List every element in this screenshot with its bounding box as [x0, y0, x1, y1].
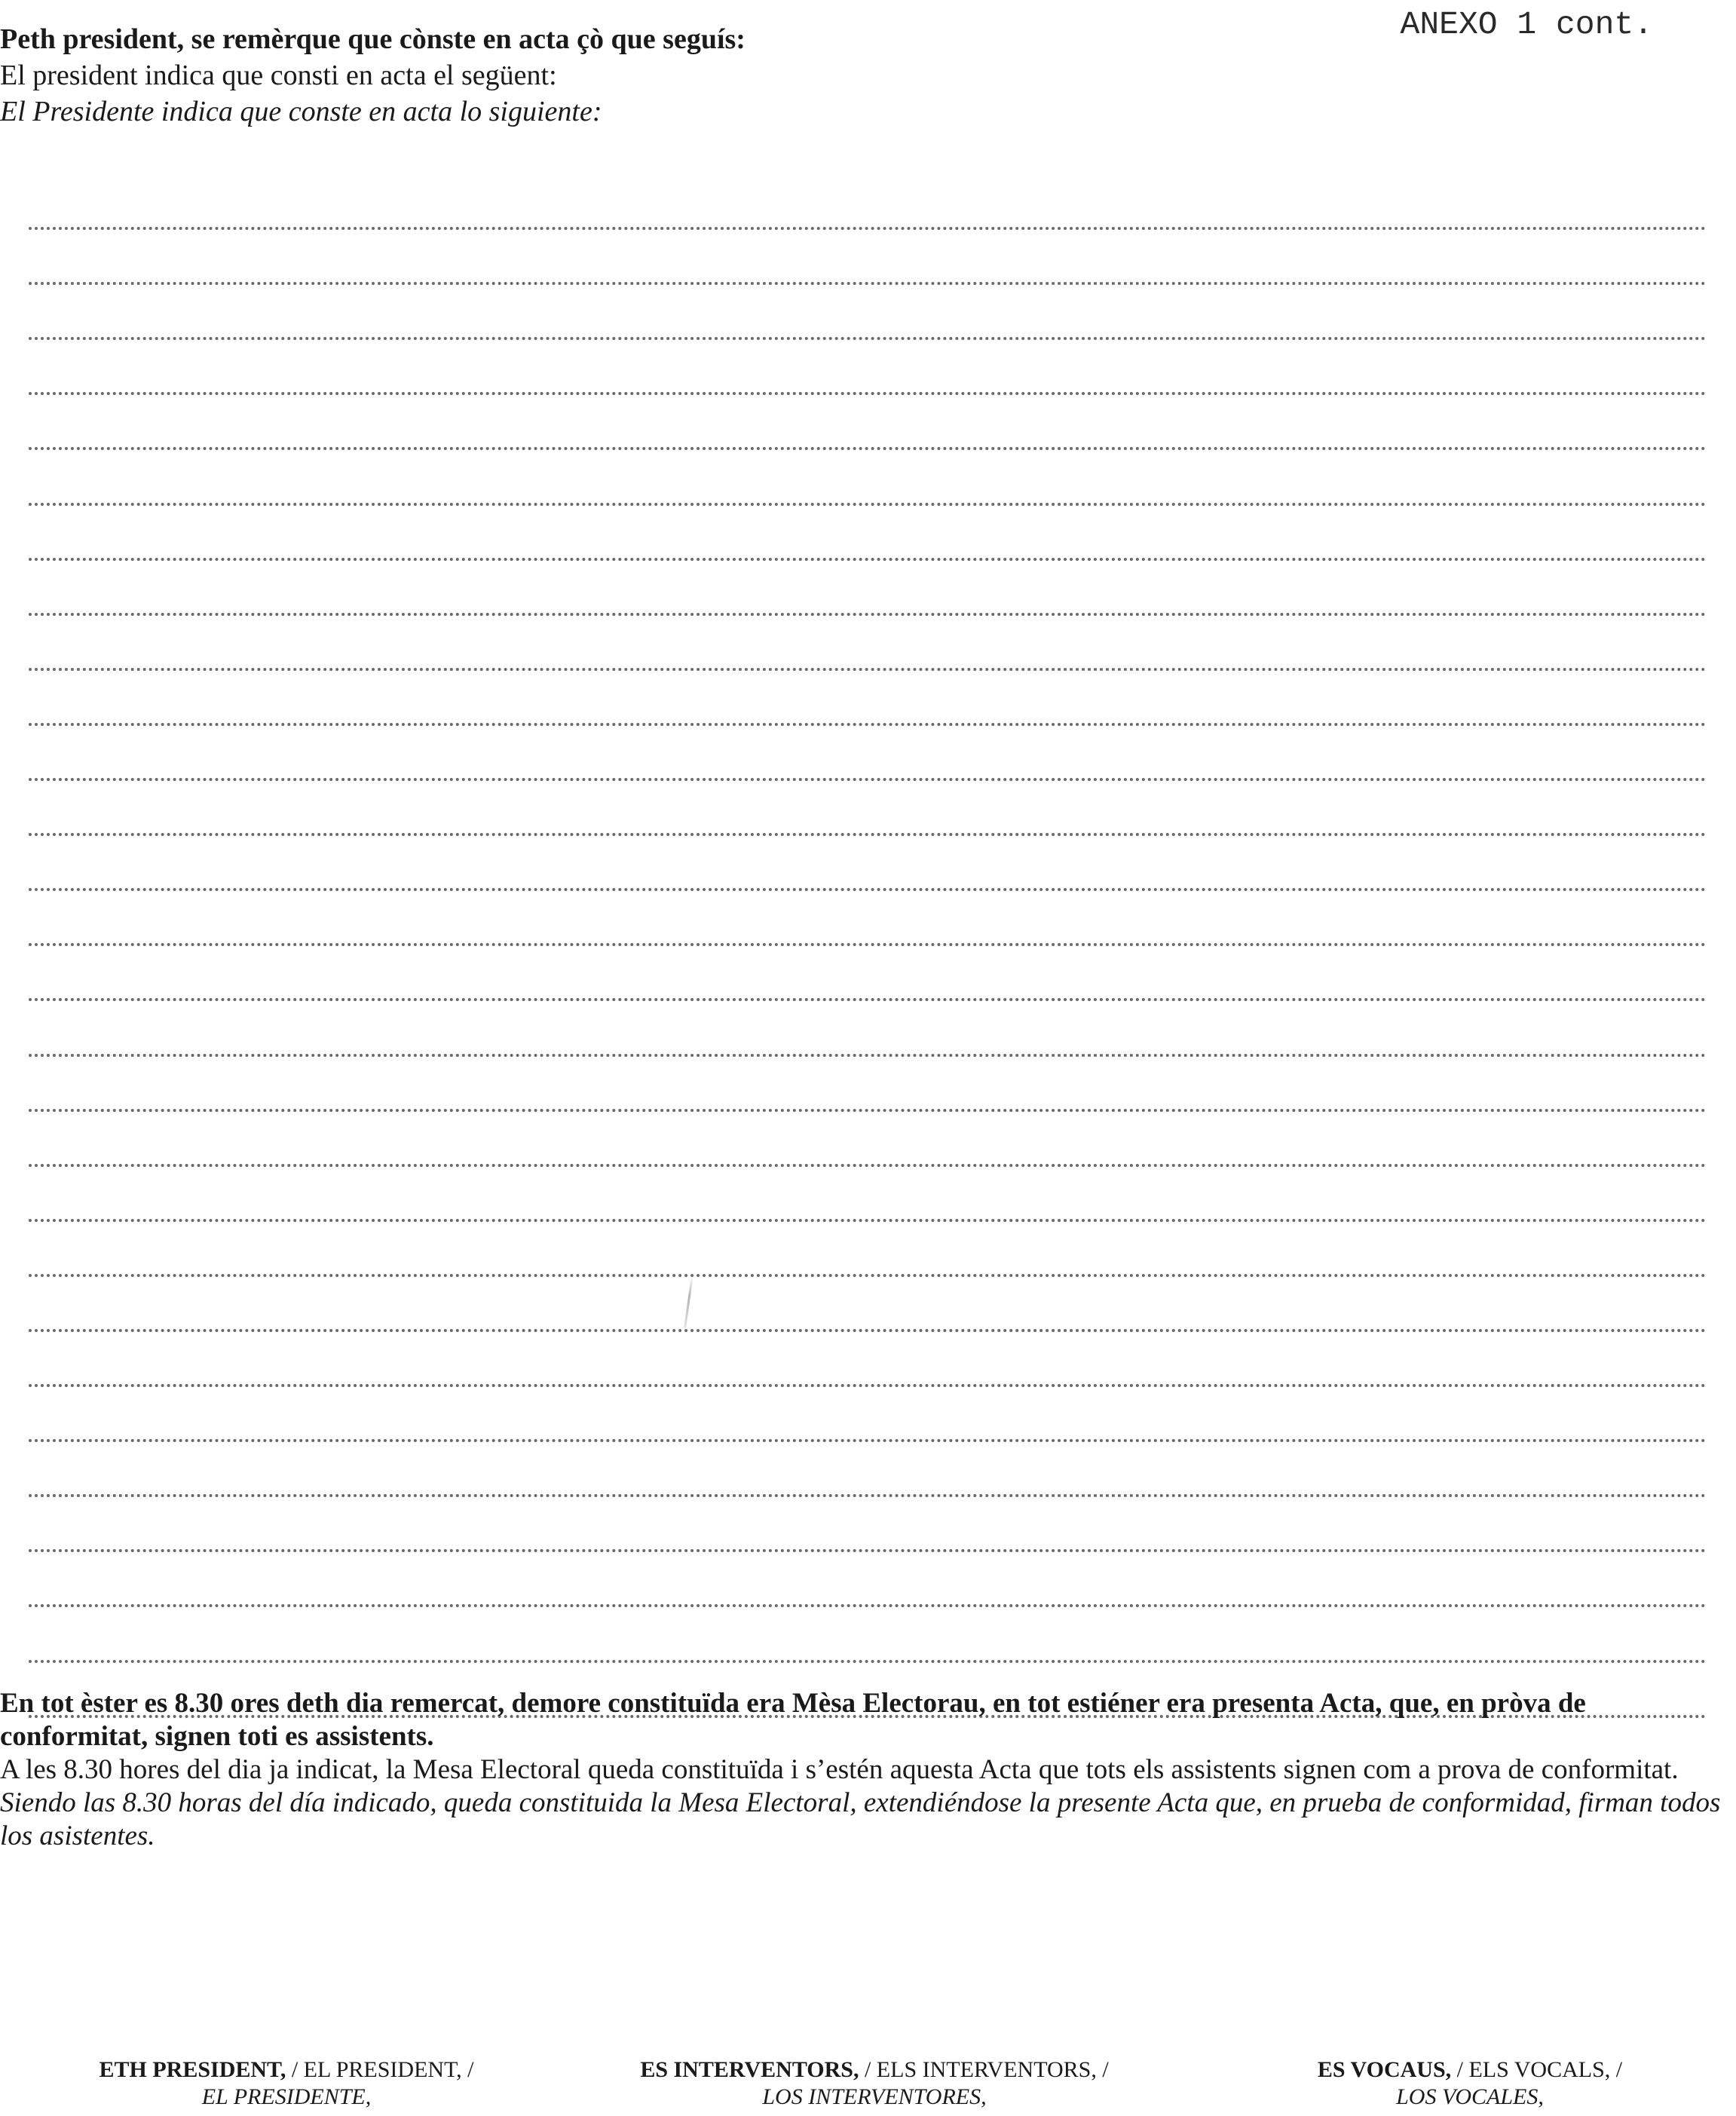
dotted-line	[29, 1001, 1707, 1056]
closing-aranese: En tot èster es 8.30 ores deth dia remercat, demore constituïda era Mèsa Electorau, en tot estiéner era presenta Acta, que, en pròva de conformitat, signen toti es assistents.	[0, 1688, 1586, 1752]
dotted-line	[29, 506, 1707, 561]
dotted-line	[29, 1332, 1707, 1387]
intro-line-spanish: El Presidente indica que conste en acta lo siguiente:	[0, 96, 602, 127]
signature-president-catalan: / EL PRESIDENT, /	[286, 2057, 474, 2082]
closing-catalan: A les 8.30 hores del dia ja indicat, la Mesa Electoral queda constituïda i s’estén aquesta Acta que tots els assistents signen com a prova de conformitat.	[0, 1754, 1679, 1785]
dotted-line	[29, 1387, 1707, 1442]
dotted-line	[29, 1057, 1707, 1112]
dotted-line	[29, 1552, 1707, 1607]
signature-president-aranese: ETH PRESIDENT,	[99, 2057, 286, 2082]
dotted-line	[29, 285, 1707, 340]
dotted-line	[29, 175, 1707, 230]
intro-block	[0, 21, 1432, 130]
dotted-line	[29, 1497, 1707, 1552]
signature-vocals	[1236, 2056, 1704, 2111]
dotted-line	[29, 1112, 1707, 1167]
signature-interventors-catalan: / ELS INTERVENTORS, /	[859, 2057, 1109, 2082]
dotted-line	[29, 1607, 1707, 1662]
closing-block	[0, 1687, 1736, 1853]
dotted-line	[29, 836, 1707, 891]
signature-interventors	[573, 2056, 1176, 2111]
closing-spanish: Siendo las 8.30 horas del día indicado, queda constituida la Mesa Electoral, extendiéndose la presente Acta que, en prueba de conformidad, firman todos los asistentes.	[0, 1787, 1721, 1851]
signature-row	[0, 2056, 1736, 2116]
signature-vocals-aranese: ES VOCAUS,	[1317, 2057, 1452, 2082]
dotted-line	[29, 340, 1707, 395]
signature-vocals-catalan: / ELS VOCALS, /	[1451, 2057, 1623, 2082]
annex-label: ANEXO 1 cont.	[1400, 6, 1653, 43]
notes-dotted-lines	[29, 175, 1707, 1718]
dotted-line	[29, 946, 1707, 1001]
dotted-line	[29, 891, 1707, 946]
signature-vocals-spanish: LOS VOCALES,	[1396, 2084, 1544, 2109]
dotted-line	[29, 671, 1707, 726]
signature-interventors-spanish: LOS INTERVENTORES,	[762, 2084, 987, 2109]
dotted-line	[29, 781, 1707, 836]
dotted-line	[29, 1442, 1707, 1497]
signature-interventors-aranese: ES INTERVENTORS,	[640, 2057, 859, 2082]
dotted-line	[29, 726, 1707, 781]
signature-president	[45, 2056, 528, 2111]
dotted-line	[29, 1277, 1707, 1332]
dotted-line	[29, 616, 1707, 671]
dotted-line	[29, 561, 1707, 616]
dotted-line	[29, 230, 1707, 285]
signature-president-spanish: EL PRESIDENTE,	[201, 2084, 372, 2109]
dotted-line	[29, 1222, 1707, 1277]
intro-line-catalan: El president indica que consti en acta el següent:	[0, 60, 557, 91]
dotted-line	[29, 395, 1707, 450]
dotted-line	[29, 450, 1707, 505]
dotted-line	[29, 1167, 1707, 1222]
intro-line-aranese: Peth president, se remèrque que cònste en acta çò que seguís:	[0, 23, 746, 55]
